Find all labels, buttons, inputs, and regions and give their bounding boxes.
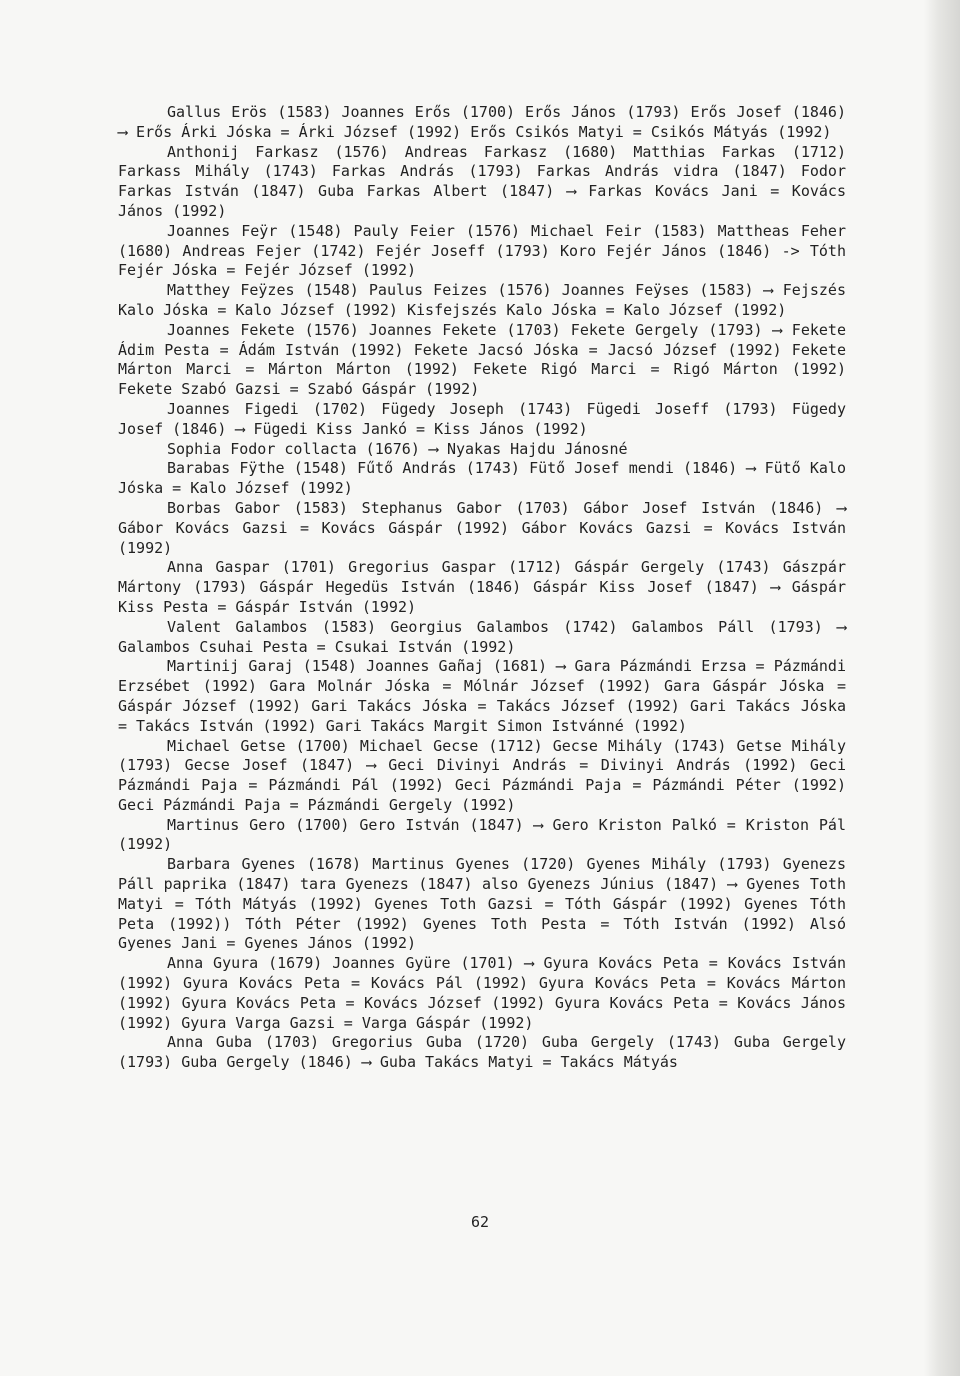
entry-gabor: Borbas Gabor (1583) Stephanus Gabor (1703) Gábor Josef István (1846) ⟶ Gábor Kovács Gazsi = Kovács Gáspár (1992) Gábor Kovács Gazsi = Kovács István (1992) — [118, 498, 846, 557]
entry-gyura: Anna Gyura (1679) Joannes Gyüre (1701) ⟶ Gyura Kovács Peta = Kovács István (1992) Gyura Kovács Peta = Kovács Pál (1992) Gyura Kovács Peta = Kovács Márton (1992) Gyura Kovács Peta = Kovács József (1992) Gyura Kovács Peta = Kovács János (1992) Gyura Varga Gazsi = Varga Gáspár (1992) — [118, 954, 846, 1032]
entry-farkas: Anthonij Farkasz (1576) Andreas Farkasz (1680) Matthias Farkas (1712) Farkass Mihály (1743) Farkas András (1793) Farkas András vidra (1847) Fodor Farkas István (1847) Guba Farkas Albert (1847) ⟶ Farkas Kovács Jani = Kovács János (1992) — [118, 142, 846, 220]
entry-fodor: Sophia Fodor collacta (1676) ⟶ Nyakas Hajdu Jánosné — [167, 439, 628, 458]
surname-register-text — [118, 103, 846, 1073]
entry-galambos: Valent Galambos (1583) Georgius Galambos (1742) Galambos Páll (1793) ⟶ Galambos Csuhai Pesta = Csukai István (1992) — [118, 617, 846, 656]
page-edge-shadow — [924, 0, 960, 1376]
entry-gaspar: Anna Gaspar (1701) Gregorius Gaspar (1712) Gáspár Gergely (1743) Gászpár Mártony (1793) Gáspár Hegedüs István (1846) Gáspár Kiss Josef (1847) ⟶ Gáspár Kiss Pesta = Gáspár István (1992) — [118, 558, 846, 616]
entry-fejszes: Matthey Feÿzes (1548) Paulus Feizes (1576) Joannes Feÿses (1583) ⟶ Fejszés Kalo Jóska = Kalo József (1992) Kisfejszés Kalo Jóska = Kalo József (1992) — [118, 281, 846, 319]
entry-eros: Gallus Erös (1583) Joannes Erős (1700) Erős János (1793) Erős Josef (1846) ⟶ Erős Árki Jóska = Árki József (1992) Erős Csikós Matyi = Csikós Mátyás (1992) — [118, 103, 846, 141]
entry-gecse: Michael Getse (1700) Michael Gecse (1712) Gecse Mihály (1743) Getse Mihály (1793) Gecse Josef (1847) ⟶ Geci Divinyi András = Divinyi András (1992) Geci Pázmándi Paja = Pázmándi Pál (1992) Geci Pázmándi Paja = Pázmándi Péter (1992) Geci Pázmándi Paja = Pázmándi Gergely (1992) — [118, 736, 846, 814]
entry-fejer: Joannes Feÿr (1548) Pauly Feier (1576) Michael Feir (1583) Mattheas Feher (1680) Andreas Fejer (1742) Fejér Joseff (1793) Koro Fejér János (1846) -> Tóth Fejér Jóska = Fejér József (1992) — [118, 221, 846, 280]
entry-gyenes: Barbara Gyenes (1678) Martinus Gyenes (1720) Gyenes Mihály (1793) Gyenezs Páll paprika (1847) tara Gyenezs (1847) also Gyenezs Június (1847) ⟶ Gyenes Toth Matyi = Tóth Mátyás (1992) Gyenes Toth Gazsi = Tóth Gáspár (1992) Gyenes Tóth Peta (1992)) Tóth Péter (1992) Gyenes Toth Pesta = Tóth István (1992) Alsó Gyenes Jani = Gyenes János (1992) — [118, 855, 846, 953]
entry-guba: Anna Guba (1703) Gregorius Guba (1720) Guba Gergely (1743) Guba Gergely (1793) Guba Gergely (1846) ⟶ Guba Takács Matyi = Takács Mátyás — [118, 1033, 846, 1072]
entry-gara: Martinij Garaj (1548) Joannes Gañaj (1681) ⟶ Gara Pázmándi Erzsa = Pázmándi Erzsébet (1992) Gara Molnár Jóska = Mólnár József (1992) Gara Gáspár Jóska = Gáspár József (1992) Gari Takács Jóska = Takács József (1992) Gari Takács Jóska = Takács István (1992) Gari Takács Margit Simon Istvánné (1992) — [118, 657, 846, 735]
entry-gero: Martinus Gero (1700) Gero István (1847) ⟶ Gero Kriston Palkó = Kriston Pál (1992) — [118, 815, 846, 854]
entry-fekete: Joannes Fekete (1576) Joannes Fekete (1703) Fekete Gergely (1793) ⟶ Fekete Ádim Pesta = Ádám István (1992) Fekete Jacsó Jóska = Jacsó József (1992) Fekete Márton Marci = Márton Márton (1992) Fekete Rigó Marci = Rigó Márton (1992) Fekete Szabó Gazsi = Szabó Gáspár (1992) — [118, 320, 846, 399]
page-number: 62 — [470, 1213, 490, 1231]
entry-futo: Barabas Fÿthe (1548) Fűtő András (1743) Fütő Josef mendi (1846) ⟶ Fütő Kalo Jóska = Kalo József (1992) — [118, 459, 846, 498]
entry-fugedi: Joannes Figedi (1702) Fügedy Joseph (1743) Fügedi Joseff (1793) Fügedy Josef (1846) ⟶ Fügedi Kiss Jankó = Kiss János (1992) — [118, 399, 846, 438]
